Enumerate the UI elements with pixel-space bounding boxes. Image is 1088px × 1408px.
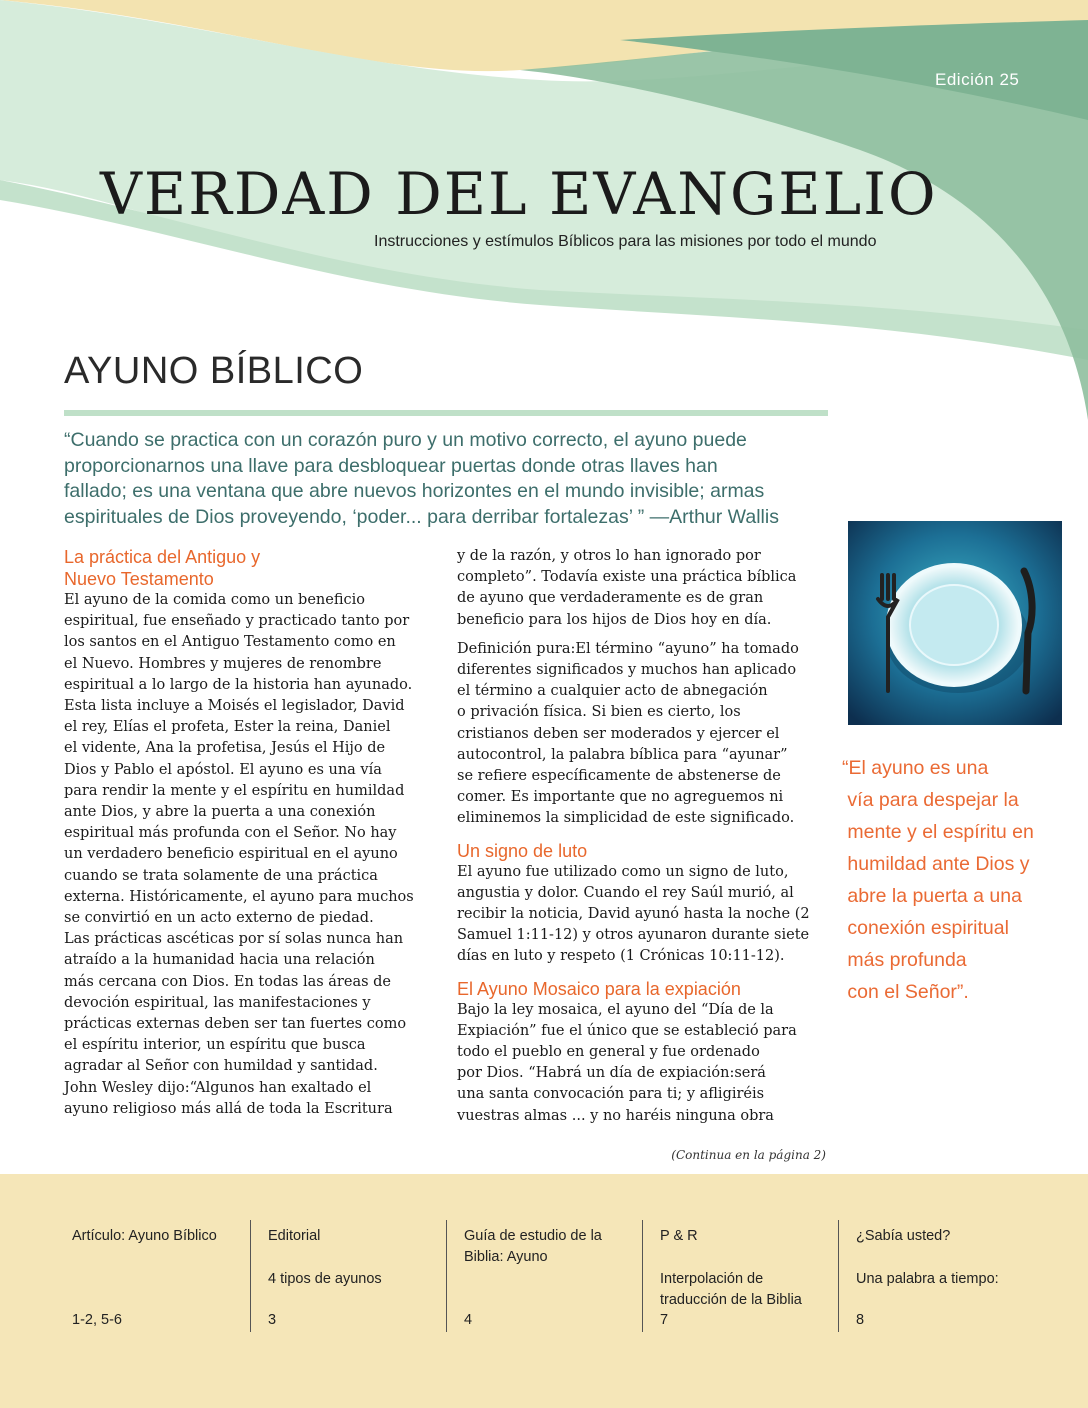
text-line: el término a cualquier acto de abnegación [457, 683, 768, 700]
toc-item-title: ¿Sabía usted? [856, 1228, 951, 1244]
text-line: comer. Es importante que no agreguemos ni [457, 789, 784, 806]
toc-item-pages: 4 [464, 1312, 473, 1328]
paragraph [457, 639, 827, 830]
text-line: cuando se trata solamente de una práctica [64, 867, 378, 884]
text-line: el rey, Elías el profeta, Ester la reina, Daniel [64, 719, 391, 736]
text-line: Dios y Pablo el apóstol. El ayuno es una vía [64, 761, 382, 778]
text-line: ante Dios, y abre la puerta a una conexión [64, 804, 376, 821]
toc-item-subtitle: 4 tipos de ayunos [268, 1271, 382, 1287]
paragraph [64, 590, 419, 1120]
text-line: ayuno religioso más allá de toda la Escritura [64, 1100, 393, 1117]
toc-divider [446, 1220, 447, 1332]
text-line: se convirtió en un acto externo de piedad. [64, 910, 374, 927]
text-line: los santos en el Antiguo Testamento como en [64, 634, 396, 651]
text-line: espiritual, fue enseñado y practicado tanto por [64, 613, 410, 630]
paragraph [457, 546, 827, 631]
intro-quote-line: espirituales de Dios proveyendo, ‘poder... para derribar fortalezas’ ” —Arthur Wallis [64, 505, 779, 528]
toc-item-pages: 1-2, 5-6 [72, 1312, 122, 1328]
text-line: autocontrol, la palabra bíblica para “ayunar” [457, 746, 788, 763]
pull-quote: “El ayuno es una vía para despejar la mente y el espíritu en humildad ante Dios y abre la puerta a una conexión espiritual más profunda con el Señor”. [842, 757, 1034, 1003]
plate-fork-knife-icon [848, 521, 1062, 725]
text-line: completo”. Todavía existe una práctica bíblica [457, 569, 797, 586]
masthead-tagline: Instrucciones y estímulos Bíblicos para las misiones por todo el mundo [374, 233, 877, 250]
text-line: un verdadero beneficio espiritual en el ayuno [64, 846, 398, 863]
toc-divider [642, 1220, 643, 1332]
text-line: John Wesley dijo:“Algunos han exaltado el [64, 1079, 372, 1096]
toc-item-pages: 3 [268, 1312, 277, 1328]
text-line: prácticas externas deben ser tan fuertes como [64, 1016, 407, 1033]
article-column-2 [457, 546, 827, 1127]
text-line: cristianos deben ser moderados y ejercer el [457, 725, 780, 742]
intro-quote-line: “Cuando se practica con un corazón puro y un motivo correcto, el ayuno puede [64, 429, 747, 451]
article-column-1 [64, 546, 419, 1120]
text-line: Las prácticas ascéticas por sí solas nunca han [64, 931, 404, 948]
text-line: diferentes significados y muchos han aplicado [457, 662, 797, 679]
text-line: se refiere específicamente de abstenerse de [457, 768, 781, 785]
toc-item-pages: 7 [660, 1312, 669, 1328]
masthead-title: VERDAD DEL EVANGELIO [100, 160, 938, 228]
text-line: eliminemos la simplicidad de este significado. [457, 810, 795, 827]
text-line: externa. Históricamente, el ayuno para muchos [64, 888, 414, 905]
text-line: Samuel 1:11-12) y otros ayunaron durante siete [457, 927, 810, 944]
intro-quote [64, 428, 834, 530]
section-heading: El Ayuno Mosaico para la expiación [457, 978, 741, 999]
toc-divider [250, 1220, 251, 1332]
text-line: una santa convocación para ti; y afligiréis [457, 1086, 765, 1103]
text-line: para rendir la mente y el espíritu en humildad [64, 782, 405, 799]
toc-item[interactable] [838, 1220, 1034, 1332]
continued-note: (Continua en la página 2) [671, 1148, 826, 1162]
text-line: espiritual a lo largo de la historia han ayunado. [64, 676, 413, 693]
toc-item[interactable] [642, 1220, 838, 1332]
paragraph [457, 862, 827, 968]
toc-item-subtitle: Una palabra a tiempo: [856, 1271, 999, 1287]
text-line: El ayuno fue utilizado como un signo de luto, [457, 863, 789, 880]
intro-quote-line: fallado; es una ventana que abre nuevos horizontes en el mundo invisible; armas [64, 480, 765, 503]
text-line: beneficio para los hijos de Dios hoy en día. [457, 611, 772, 628]
text-line: El ayuno de la comida como un beneficio [64, 592, 365, 608]
toc-item[interactable] [250, 1220, 446, 1332]
text-line: días en luto y respeto (1 Crónicas 10:11-12). [457, 948, 785, 965]
text-line: vuestras almas ... y no haréis ninguna obra [457, 1107, 774, 1124]
edition-number: Edición 25 [935, 70, 1020, 89]
toc-item[interactable] [446, 1220, 642, 1332]
text-line: todo el pueblo en general y fue ordenado [457, 1044, 760, 1061]
text-line: más cercana con Dios. En todas las áreas de [64, 973, 392, 990]
section-heading: Un signo de luto [457, 840, 588, 861]
section-heading: La práctica del Antiguo y [64, 547, 261, 567]
text-line: el espíritu interior, un espíritu que busca [64, 1037, 366, 1054]
text-line: agradar al Señor con humildad y santidad. [64, 1058, 378, 1075]
section-heading: Nuevo Testamento [64, 569, 214, 589]
toc-item-title: Artículo: Ayuno Bíblico [72, 1228, 217, 1244]
toc-item-title: Editorial [268, 1228, 321, 1244]
toc-item-title: P & R [660, 1228, 698, 1244]
text-line: atraído a la humanidad hacia una relación [64, 952, 375, 969]
text-line: angustia y dolor. Cuando el rey Saúl murió, al [457, 884, 794, 901]
text-line: Esta lista incluye a Moisés el legislador, David [64, 698, 405, 715]
article-title: AYUNO BÍBLICO [64, 350, 364, 392]
title-divider [64, 410, 828, 416]
toc-divider [838, 1220, 839, 1332]
toc-item-pages: 8 [856, 1312, 865, 1328]
text-line: Bajo la ley mosaica, el ayuno del “Día de la [457, 1001, 774, 1018]
text-line: de ayuno que verdaderamente es de gran [457, 590, 764, 607]
text-line: devoción espiritual, las manifestaciones y [64, 994, 371, 1011]
text-line: o privación física. Si bien es cierto, los [457, 704, 741, 721]
toc-item-subtitle: Interpolación de traducción de la Biblia [660, 1271, 802, 1308]
text-line: espiritual más profunda con el Señor. No hay [64, 825, 397, 842]
toc-item-title: Guía de estudio de la Biblia: Ayuno [464, 1228, 602, 1265]
text-line: el vidente, Ana la profetisa, Jesús el Hijo de [64, 740, 386, 757]
paragraph [457, 1000, 827, 1127]
toc-item[interactable] [72, 1220, 252, 1332]
text-line: el Nuevo. Hombres y mujeres de renombre [64, 655, 382, 672]
text-line: Definición pura:El término “ayuno” ha tomado [457, 640, 799, 657]
intro-quote-line: proporcionarnos una llave para desbloquear puertas donde otras llaves han [64, 454, 718, 477]
text-line: por Dios. “Habrá un día de expiación:será [457, 1065, 766, 1082]
text-line: recibir la noticia, David ayunó hasta la noche (2 [457, 906, 810, 923]
text-line: Expiación” fue el único que se estableció para [457, 1022, 797, 1039]
text-line: y de la razón, y otros lo han ignorado por [457, 548, 761, 564]
